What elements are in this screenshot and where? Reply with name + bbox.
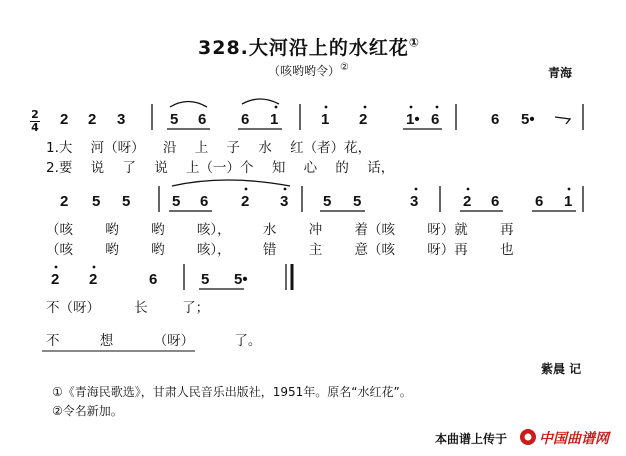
note: 5• xyxy=(521,111,535,128)
note: 6 xyxy=(491,111,500,128)
note: 6 xyxy=(535,193,544,210)
note: 5 xyxy=(323,193,332,210)
lyric-line-1-verse-2: 2.要 说 了 说 上（一）个 知 心 的 话， xyxy=(46,160,395,176)
note: 5 xyxy=(201,271,210,288)
site-logo: 中国曲谱网 xyxy=(539,431,609,447)
upload-label: 本曲谱上传于 xyxy=(435,432,508,446)
lyric-line-1-verse-1: 1.大 河（呀） 沿 上 子 水 红（者）花， xyxy=(46,140,372,156)
note: 5 xyxy=(122,193,131,210)
note: 2 xyxy=(89,271,98,288)
note: 2 xyxy=(88,111,97,128)
footnote-2: ②令名新加。 xyxy=(52,404,123,418)
time-signature: 2 4 xyxy=(31,108,39,134)
note: 1 xyxy=(270,111,279,128)
note: 5 xyxy=(92,193,101,210)
note: 2 xyxy=(60,193,69,210)
region-label: 青海 xyxy=(548,66,573,80)
note: 1 xyxy=(564,193,573,210)
note: 2 xyxy=(463,193,472,210)
note: 3 xyxy=(117,111,126,128)
note: 5 xyxy=(353,193,362,210)
note: 6 xyxy=(200,193,209,210)
note: 2 xyxy=(241,193,250,210)
transcriber-credit: 紫晨 记 xyxy=(541,362,582,376)
lyric-line-3-verse-2: 不 想 （呀） 了。 xyxy=(46,333,262,349)
song-title: 328.大河沿上的水红花① xyxy=(198,35,421,59)
note: 5• xyxy=(234,271,248,288)
lyric-line-3-verse-1: 不（呀） 长 了； xyxy=(46,300,210,316)
note: 5 xyxy=(172,193,181,210)
note: 2 xyxy=(51,271,60,288)
note: 6 xyxy=(198,111,207,128)
note: 1• xyxy=(406,111,420,128)
note: 6 xyxy=(491,193,500,210)
note: 3 xyxy=(280,193,289,210)
note: 3 xyxy=(410,193,419,210)
note: 6 xyxy=(431,111,440,128)
note: 1 xyxy=(321,111,330,128)
note: 5 xyxy=(170,111,179,128)
note: 2 xyxy=(60,111,69,128)
footnote-1: ①《青海民歌选》，甘肃人民音乐出版社，1951年。原名“水红花”。 xyxy=(52,385,412,399)
note: 6 xyxy=(149,271,158,288)
lyric-line-2-verse-1: （咳 哟 哟 咳）， 水 冲 着（咳 呀）就 再 xyxy=(46,222,514,238)
note: 6 xyxy=(241,111,250,128)
note: 2 xyxy=(359,111,368,128)
song-subtitle: （咳哟哟令）② xyxy=(268,62,349,78)
lyric-line-2-verse-2: （咳 哟 哟 咳）， 错 主 意（咳 呀）再 也 xyxy=(46,242,514,258)
